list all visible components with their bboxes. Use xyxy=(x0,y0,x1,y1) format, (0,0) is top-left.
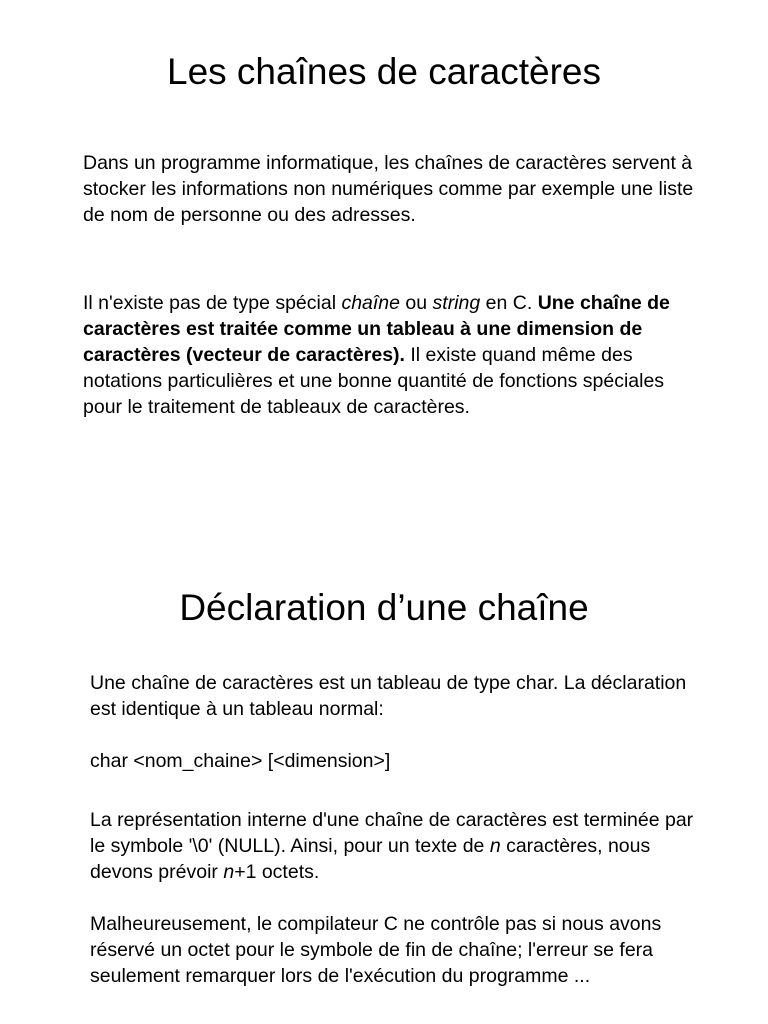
italic-term-chaine: chaîne xyxy=(341,292,401,314)
text-run: La représentation interne d'une chaîne de caractères est terminée par le symbole '\0' (NULL). Ainsi, pour un texte de xyxy=(90,809,694,857)
text-run: ou xyxy=(400,292,433,314)
text-run: +1 octets. xyxy=(234,861,320,883)
declaration-paragraph: Une chaîne de caractères est un tableau de type char. La déclaration est identique à un tableau normal: xyxy=(90,672,687,720)
page-title: Les chaînes de caractères xyxy=(167,51,601,92)
text-run: en C. xyxy=(480,292,538,314)
compiler-warning-paragraph: Malheureusement, le compilateur C ne contrôle pas si nous avons réservé un octet pour le symbole de fin de chaîne; l'erreur se fera seulement remarquer lors de l'exécution du programme ... xyxy=(90,913,662,987)
text-run: Il existe quand même des notations particulières et une bonne quantité de fonctions spéciales pour le traitement de tableaux de caractères. xyxy=(83,344,665,418)
text-run: Il n'existe pas de type spécial xyxy=(83,292,342,314)
bold-definition: Une chaîne de caractères est traitée comme un tableau à une dimension de caractères (vecteur de caractères). xyxy=(83,292,670,366)
text-run: caractères, nous devons prévoir xyxy=(90,835,651,883)
declaration-syntax: char <nom_chaine> [<dimension>] xyxy=(90,750,391,772)
italic-n: n xyxy=(489,835,501,857)
string-type-paragraph xyxy=(83,290,703,420)
italic-n: n xyxy=(223,861,235,883)
internal-representation-paragraph xyxy=(90,807,710,885)
section-title: Déclaration d’une chaîne xyxy=(179,587,589,628)
italic-term-string: string xyxy=(432,292,481,314)
intro-paragraph: Dans un programme informatique, les chaînes de caractères servent à stocker les informations non numériques comme par exemple une liste de nom de personne ou des adresses. xyxy=(83,152,694,226)
